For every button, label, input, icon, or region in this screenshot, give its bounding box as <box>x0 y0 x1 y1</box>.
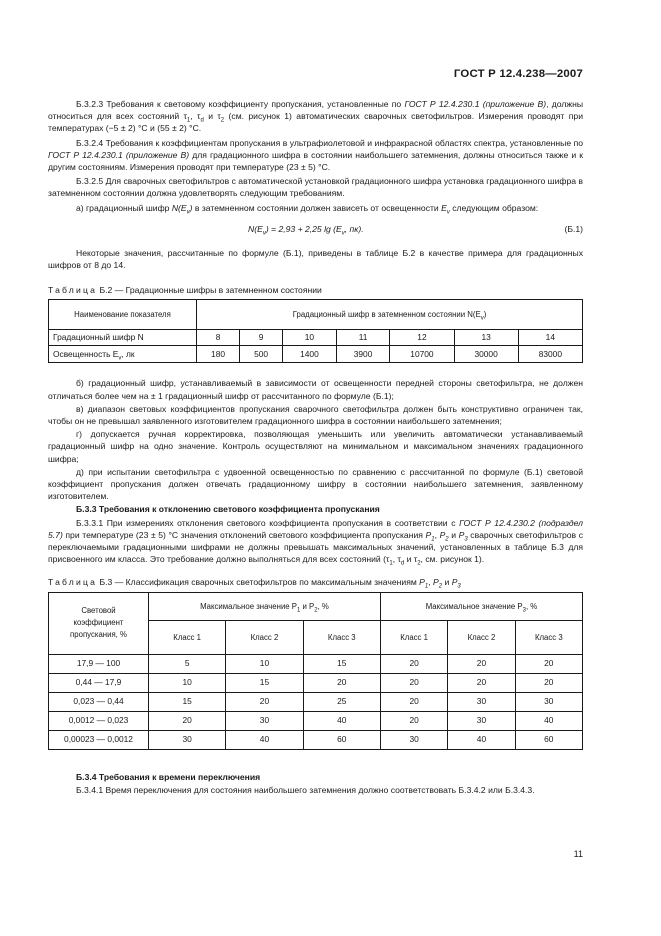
paragraph-b341: Б.3.4.1 Время переключения для состояния наибольшего затемнения должно соответствовать Б.3.4.2 или Б.3.4.3. <box>76 784 535 795</box>
table-row <box>49 692 583 711</box>
table-b3 <box>48 592 583 750</box>
table-b2-head-left: Наименование показателя <box>49 300 197 330</box>
table-cell: 20 <box>380 711 447 730</box>
table-b3-class-head: Класс 3 <box>515 620 582 654</box>
table-cell: 500 <box>240 346 283 363</box>
table-b3-caption: Таблица Б.3 — Классификация сварочных светофильтров по максимальным значениям $P_1$, $P_2$ и $P_3$ <box>48 577 461 591</box>
table-cell: 20 <box>515 673 582 692</box>
table-cell: 83000 <box>518 346 582 363</box>
table-row <box>49 730 583 749</box>
table-cell: 30 <box>448 711 515 730</box>
table-cell: 40 <box>515 711 582 730</box>
paragraph-b323: Б.3.2.3 Требования к световому коэффициенту пропускания, установленные по ГОСТ Р 12.4.230.1 (приложение В), должны относиться для всех состояний $\tau_1$, $\tau_d$ и $\tau_2$ (см. рисунок 1) автоматических сварочных светофильтров. Измерения проводят при температурах (−5 ± 2) °С и (55 ± 2) °С. <box>48 99 584 134</box>
table-cell: 13 <box>454 330 518 346</box>
table-cell: 30 <box>515 692 582 711</box>
table-cell: 20 <box>515 654 582 673</box>
page-number: 11 <box>573 849 583 859</box>
page-content <box>48 98 583 796</box>
table-cell: 40 <box>303 711 380 730</box>
table-cell: 10 <box>149 673 226 692</box>
table-b3-class-head: Класс 2 <box>448 620 515 654</box>
table-cell: 30 <box>149 730 226 749</box>
table-b3-class-head: Класс 2 <box>226 620 303 654</box>
table-row <box>49 654 583 673</box>
table-cell: 25 <box>303 692 380 711</box>
table-b3-class-head: Класс 1 <box>380 620 447 654</box>
table-cell: 5 <box>149 654 226 673</box>
table-cell: 20 <box>149 711 226 730</box>
table-cell: 40 <box>448 730 515 749</box>
table-row-range: 0,023 — 0,44 <box>49 692 149 711</box>
item-g: г) допускается ручная корректировка, позволяющая уменьшить или увеличить автоматически устанавливаемый градационный шифр на одно значение. Контроль осуществляют на минимальном и максимальном значениях градационного шифра; <box>48 429 583 464</box>
paragraph-b324: Б.3.2.4 Требования к коэффициентам пропускания в ультрафиолетовой и инфракрасной областях спектра, установленные по ГОСТ Р 12.4.230.1 (приложение В) для градационного шифра в состоянии наибольшего затемнения, должны относиться также и к другим состояниям. Измерения проводят при температуре (23 ± 5) °С. <box>48 137 584 173</box>
table-b2-head-right: Градационный шифр в затемненном состоянии $N(E_v)$ <box>197 300 583 330</box>
paragraph-some-values: Некоторые значения, рассчитанные по формуле (Б.1), приведены в таблице Б.2 в качестве примера для градационных шифров от 8 до 14. <box>48 247 583 271</box>
table-row <box>49 330 583 346</box>
table-b3-head-left: Световой коэффициент пропускания, % <box>49 592 149 654</box>
table-cell: 15 <box>149 692 226 711</box>
table-cell: 12 <box>390 330 454 346</box>
table-b3-class-head: Класс 1 <box>149 620 226 654</box>
item-a: а) градационный шифр $N(E_v)$ в затемненном состоянии должен зависеть от освещенности $E_v$ следующим образом: <box>76 202 539 216</box>
table-cell: 180 <box>197 346 240 363</box>
item-b: б) градационный шифр, устанавливаемый в зависимости от освещенности передней стороны светофильтра, не должен отличаться более чем на ± 1 градационный шифр от рассчитанного по формуле (Б.1); <box>48 378 583 401</box>
table-cell: 8 <box>197 330 240 346</box>
table-cell: 9 <box>240 330 283 346</box>
table-row-range: 0,00023 — 0,0012 <box>49 730 149 749</box>
table-b2-caption: Таблица Б.2 — Градационные шифры в затемненном состоянии <box>48 285 322 296</box>
item-v: в) диапазон световых коэффициентов пропускания сварочного светофильтра должен быть конструктивно ограничен так, чтобы он не превышал заявленного изготовителем градационного шифра в состоянии наибольшего затемнения; <box>48 403 583 427</box>
table-cell: 10 <box>226 654 303 673</box>
table-cell: 60 <box>515 730 582 749</box>
paragraph-b331: Б.3.3.1 При измерениях отклонения светового коэффициента пропускания в соответствии с ГОСТ Р 12.4.230.2 (подраздел 5.7) при температуре (23 ± 5) °С значения отклонений светового коэффициента пропускания $P_1$, $P_2$ и $P_3$ сварочных светофильтров с переключаемыми градационными шифрами не должны превышать максимальных значений, установленных в таблице Б.3 для присвоенного им класса. Это требование должно выполняться для всех состояний ($\tau_1$, $\tau_d$ и $\tau_2$, см. рисунок 1). <box>48 517 584 567</box>
table-cell: 30 <box>226 711 303 730</box>
table-row-label: Градационный шифр N <box>49 330 197 346</box>
table-cell: 60 <box>303 730 380 749</box>
table-row <box>49 711 583 730</box>
table-cell: 20 <box>380 654 447 673</box>
table-cell: 20 <box>448 654 515 673</box>
table-cell: 20 <box>448 673 515 692</box>
table-row-range: 17,9 — 100 <box>49 654 149 673</box>
table-cell: 1400 <box>283 346 337 363</box>
table-cell: 14 <box>518 330 582 346</box>
table-row-range: 0,44 — 17,9 <box>49 673 149 692</box>
table-cell: 30 <box>448 692 515 711</box>
item-d: д) при испытании светофильтра с удвоенной освещенностью по сравнению с рассчитанной по формуле (Б.1) световой коэффициент пропускания должен отвечать градационному шифру в состоянии наибольшего затемнения, заявленному изготовителем. <box>48 466 583 502</box>
table-row-range: 0,0012 — 0,023 <box>49 711 149 730</box>
table-cell: 15 <box>303 654 380 673</box>
table-cell: 3900 <box>336 346 390 363</box>
table-cell: 40 <box>226 730 303 749</box>
formula-b1 <box>48 223 583 237</box>
table-b3-class-head: Класс 3 <box>303 620 380 654</box>
document-id: ГОСТ Р 12.4.238—2007 <box>453 68 583 80</box>
table-cell: 10700 <box>390 346 454 363</box>
formula-number: (Б.1) <box>564 223 583 234</box>
paragraph-b325: Б.3.2.5 Для сварочных светофильтров с автоматической установкой градационного шифра установка градационного шифра в затемненном состоянии должна удовлетворять следующим требованиям. <box>48 176 583 199</box>
table-cell: 30 <box>380 730 447 749</box>
table-b3-head-group-1: Максимальное значение $P_1$ и $P_2$, % <box>149 592 381 620</box>
table-row-label: Освещенность $E_v$, лк <box>49 346 197 363</box>
table-b3-head-group-2: Максимальное значение $P_3$, % <box>380 592 582 620</box>
heading-b33: Б.3.3 Требования к отклонению светового коэффициента пропускания <box>76 504 380 515</box>
table-cell: 20 <box>380 673 447 692</box>
table-cell: 11 <box>336 330 390 346</box>
table-cell: 20 <box>226 692 303 711</box>
table-b2 <box>48 299 583 363</box>
table-row <box>49 346 583 363</box>
formula-text: $N(E_v) = 2,93 + 2,25$ $\lg (E_v$, пк). <box>248 223 364 237</box>
table-cell: 20 <box>303 673 380 692</box>
heading-b34: Б.3.4 Требования к времени переключения <box>76 771 261 782</box>
table-cell: 20 <box>380 692 447 711</box>
table-row <box>49 673 583 692</box>
table-cell: 10 <box>283 330 337 346</box>
table-cell: 15 <box>226 673 303 692</box>
table-cell: 30000 <box>454 346 518 363</box>
